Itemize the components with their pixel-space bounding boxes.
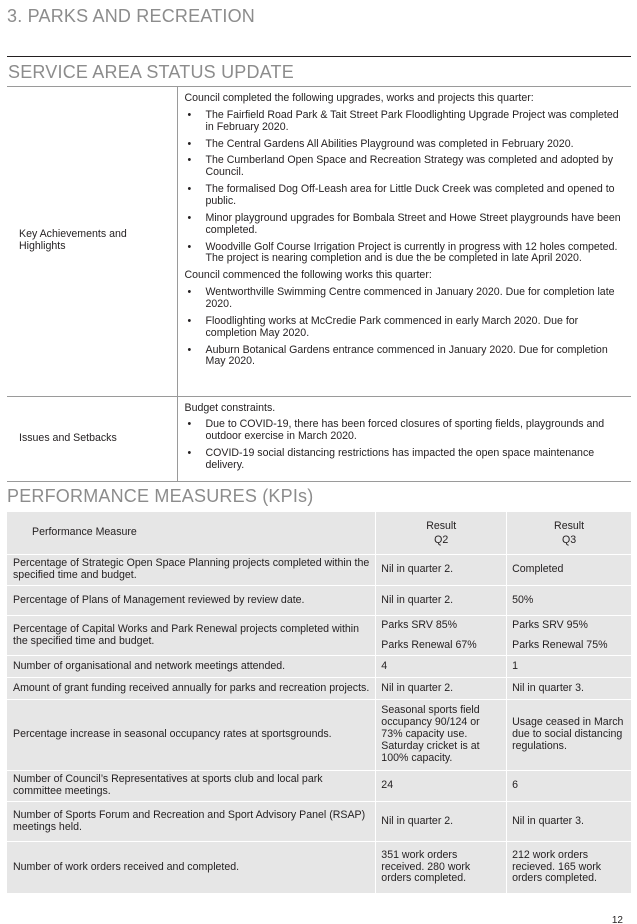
bullet-icon: •: [187, 447, 192, 460]
bullet-icon: •: [187, 343, 192, 356]
header-performance-measure: Performance Measure: [7, 512, 376, 555]
list-item: • The Fairfield Road Park & Tait Street Park Floodlighting Upgrade Project was completed in February 2020.: [187, 108, 619, 133]
list-item: • Woodville Golf Course Irrigation Project is currently in progress with 12 holes competed. The project is nearing completion and is due the be completed in late April 2020.: [187, 240, 618, 265]
list-item: • Wentworthville Swimming Centre commenced in January 2020. Due for completion late 2020.: [187, 286, 615, 311]
table-row: [7, 555, 632, 586]
kpi-q2: Seasonal sports field occupancy 90/124 or 73% capacity use. Saturday cricket is at 100% capacity.: [376, 700, 507, 771]
table-row: [7, 656, 632, 678]
kpi-q3: Parks SRV 95% Parks Renewal 75%: [507, 616, 632, 656]
issues-list: [185, 419, 626, 471]
bullet-icon: •: [187, 183, 192, 196]
list-item: • Due to COVID-19, there has been forced closures of sporting fields, playgrounds and outdoor exercise in March 2020.: [187, 418, 605, 443]
kpi-measure: Percentage of Strategic Open Space Planning projects completed within the specified time and budget.: [7, 555, 376, 586]
page-number: 12: [611, 915, 623, 924]
list-item: • Auburn Botanical Gardens entrance commenced in January 2020. Due for completion May 2020.: [187, 343, 608, 368]
kpi-q2: Nil in quarter 2.: [376, 555, 507, 586]
status-row-achievements: [7, 87, 631, 396]
bullet-icon: •: [187, 314, 192, 327]
list-item: • COVID-19 social distancing restrictions has impacted the open space maintenance delivery.: [187, 447, 595, 471]
divider: [7, 56, 631, 57]
status-content-issues: [177, 396, 631, 481]
completed-list: [185, 110, 626, 265]
kpi-q2: Nil in quarter 2.: [376, 678, 507, 700]
kpi-measure: Number of Sports Forum and Recreation and Sport Advisory Panel (RSAP) meetings held.: [7, 802, 376, 842]
table-row: [7, 616, 632, 656]
list-item: • The formalised Dog Off-Leash area for Little Duck Creek was completed and opened to public.: [187, 183, 615, 208]
kpi-measure: Number of organisational and network meetings attended.: [7, 656, 376, 678]
kpi-q3: 6: [507, 771, 632, 802]
table-row: [7, 700, 632, 771]
bullet-icon: •: [187, 108, 192, 121]
bullet-icon: •: [187, 418, 192, 431]
kpi-q2: Nil in quarter 2.: [376, 802, 507, 842]
kpi-table: [6, 511, 632, 894]
kpi-q3: 212 work orders recieved. 165 work orders completed.: [507, 842, 632, 894]
kpi-measure: Number of Council’s Representatives at sports club and local park committee meetings.: [7, 771, 376, 802]
kpi-measure: Number of work orders received and completed.: [7, 842, 376, 894]
kpi-heading: PERFORMANCE MEASURES (KPIs): [7, 486, 314, 506]
kpi-q2: 351 work orders received. 280 work orders completed.: [376, 842, 507, 894]
kpi-q2: Nil in quarter 2.: [376, 586, 507, 616]
list-item: • The Central Gardens All Abilities Playground was completed in February 2020.: [187, 137, 574, 150]
bullet-icon: •: [187, 240, 192, 253]
kpi-q3: 1: [507, 656, 632, 678]
kpi-q3: Nil in quarter 3.: [507, 802, 632, 842]
issues-intro: Budget constraints.: [184, 401, 276, 414]
kpi-header-row: [7, 512, 632, 555]
kpi-q3: 50%: [507, 586, 632, 616]
header-result-q3: Result Q3: [507, 512, 632, 555]
table-row: [7, 771, 632, 802]
kpi-q2: 24: [376, 771, 507, 802]
kpi-q3: Completed: [507, 555, 632, 586]
commenced-intro: Council commenced the following works this quarter:: [184, 269, 432, 282]
bullet-icon: •: [187, 137, 192, 150]
header-result-q2: Result Q2: [376, 512, 507, 555]
kpi-measure: Amount of grant funding received annually for parks and recreation projects.: [7, 678, 376, 700]
kpi-q3: Nil in quarter 3.: [507, 678, 632, 700]
kpi-q3: Usage ceased in March due to social distancing regulations.: [507, 700, 632, 771]
kpi-measure: Percentage of Plans of Management reviewed by review date.: [7, 586, 376, 616]
list-item: • Floodlighting works at McCredie Park commenced in early March 2020. Due for completion May 2020.: [187, 314, 579, 339]
commenced-list: [185, 287, 626, 368]
list-item: • Minor playground upgrades for Bombala Street and Howe Street playgrounds have been completed.: [187, 211, 621, 236]
kpi-measure: Percentage increase in seasonal occupancy rates at sportsgrounds.: [7, 700, 376, 771]
section-title: 3. PARKS AND RECREATION: [7, 6, 255, 26]
bullet-icon: •: [187, 286, 192, 299]
kpi-q2: Parks SRV 85% Parks Renewal 67%: [376, 616, 507, 656]
bullet-icon: •: [187, 211, 192, 224]
status-row-issues: [7, 396, 631, 481]
kpi-measure: Percentage of Capital Works and Park Renewal projects completed within the specified time and budget.: [7, 616, 376, 656]
achievements-intro: Council completed the following upgrades, works and projects this quarter:: [184, 92, 534, 104]
list-item: • The Cumberland Open Space and Recreation Strategy was completed and adopted by Council.: [187, 154, 614, 179]
status-update-heading: SERVICE AREA STATUS UPDATE: [8, 62, 294, 82]
table-row: [7, 842, 632, 894]
table-row: [7, 802, 632, 842]
status-content-achievements: [177, 87, 631, 396]
bullet-icon: •: [187, 154, 192, 167]
status-label-achievements: Key Achievements and Highlights: [7, 87, 177, 396]
service-status-table: [7, 87, 631, 482]
table-row: [7, 586, 632, 616]
table-row: [7, 678, 632, 700]
kpi-q2: 4: [376, 656, 507, 678]
status-label-issues: Issues and Setbacks: [7, 396, 177, 481]
